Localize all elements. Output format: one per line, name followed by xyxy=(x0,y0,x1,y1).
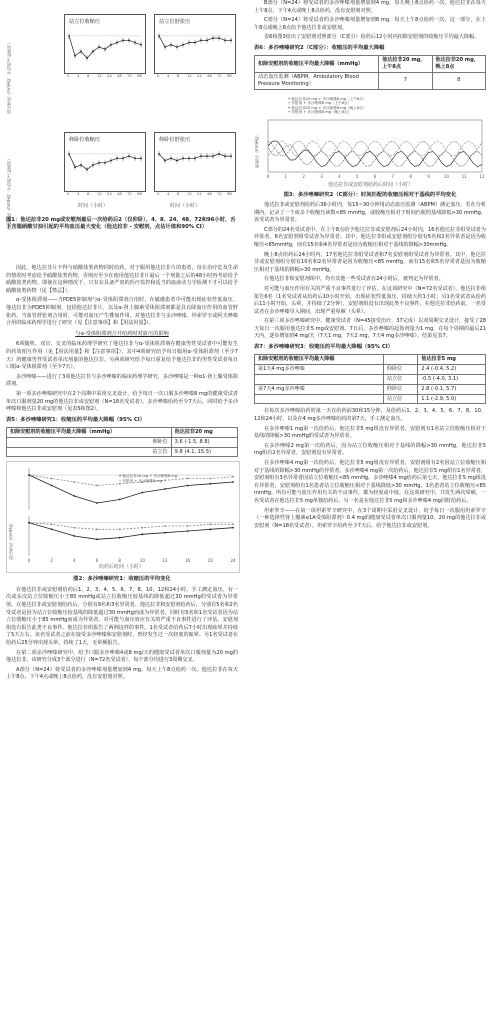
data-point xyxy=(122,157,124,159)
data-point xyxy=(232,527,234,529)
fig1-y-label-top: 血压变化（mmHg，平均值±标准误） xyxy=(6,40,11,114)
data-point xyxy=(140,44,142,46)
data-point xyxy=(68,153,70,155)
data-point xyxy=(122,39,124,41)
legend-item: ┅ 安慰剂 + 多沙唑嗪8 mg（上午8点） xyxy=(288,101,352,106)
x-tick-label: 48 xyxy=(117,191,122,196)
x-tick-label: 0 xyxy=(157,73,160,78)
data-point xyxy=(98,162,100,164)
data-point xyxy=(141,527,143,529)
paragraph: 在多沙唑嗪2 mg第一次给药后，因为站立位收缩压相对于基线的降幅>30 mmHg，他达拉非5 mg组有2名异常者，安慰剂没有异常者。 xyxy=(254,442,486,457)
data-point xyxy=(158,35,160,37)
table-cell: 9.8 (4.1, 15.5) xyxy=(171,447,237,457)
table-7 xyxy=(254,354,486,404)
x-tick-label: 96 xyxy=(137,73,142,78)
left-column xyxy=(6,0,238,684)
x-tick-label: 12 xyxy=(479,173,485,179)
x-tick-label: 24 xyxy=(197,73,202,78)
data-point xyxy=(187,526,189,528)
table-cell: 1.1 (-2.9, 5.0) xyxy=(418,394,486,404)
fig2-caption: 图2：多沙唑嗪研究1：收缩压的平均变化 xyxy=(73,576,171,583)
x-tick-label: 72 xyxy=(217,191,222,196)
data-point xyxy=(128,155,130,157)
paragraph: 6项随机、双盲、交叉的临床药理学研究了他达拉非与α-受体阻滞剂在健康男性受试者中可能发生的药效相互作用（见【用法用量】和【注意事项】）。其中4项研究给予每日服用α-受体阻滞剂（至少7天）的健康男性受试者单次剂量的他达拉非。另两项研究给予每日重复给予他达拉非的男性受试者每日口服α-受体阻滞剂（至少7天）。 xyxy=(6,341,238,371)
legend-item: ┅ 安慰剂 + 多沙唑嗪8 mg xyxy=(119,479,162,484)
x-tick-label: 20 xyxy=(207,558,213,564)
data-point xyxy=(73,496,75,498)
paragraph: 他达拉非或安慰剂给药后36小时内，每15~30分钟用动态血压监测（ABPM）测定血压。若在分析期内，记录了一个或多个收缩压读数<85 mmHg，或收缩压相对于时间匹配的基线降低>30 mmHg，该受试者为异常者。 xyxy=(254,201,486,224)
table-cell: 2.4 (-0.4, 5.2) xyxy=(418,365,486,375)
data-point xyxy=(206,155,208,157)
x-tick-label: 8 xyxy=(118,558,121,564)
data-point xyxy=(230,155,232,157)
table-cell: 8 xyxy=(432,72,485,89)
table-cell xyxy=(255,375,384,385)
fig3-caption: 图3：多沙唑嗪研究2（C部分）：时间匹配的收缩压相对于基线的平均变化 xyxy=(283,191,457,198)
x-tick-label: 6 xyxy=(95,558,99,564)
data-point xyxy=(187,531,189,533)
x-tick-label: 4 xyxy=(167,191,170,196)
table-cell: 仰卧位 xyxy=(7,437,172,447)
table-row xyxy=(255,365,486,375)
fig1-panel-1 xyxy=(154,14,236,74)
data-point xyxy=(86,57,88,59)
placebo-series xyxy=(29,523,233,530)
x-tick-label: 72 xyxy=(127,73,132,78)
figure-1 xyxy=(6,0,238,265)
table6-title: 表6：多沙唑嗪研究2（C部分）：收缩压的平均最大降幅 xyxy=(254,44,385,51)
data-point xyxy=(170,44,172,46)
table-header: 扣除安慰剂的收缩压平均最大降幅（mmHg） xyxy=(7,428,172,438)
table-cell: -0.5 (-4.0, 3.1) xyxy=(418,375,486,385)
x-tick-label: 24 xyxy=(107,191,112,196)
paragraph: 坦索罗辛——在第一项坦索罗辛研究中，在3个周期中采用交叉设计，给予每日一次服用坦索罗辛（一种选择性肾上腺素α1A受体阻滞剂）0.4 mg的健康受试者单次口服剂量10、20 mg的他达拉非或安慰剂（N=18名受试者）。坦索罗辛给药至少7天后，给予他达拉非或安慰剂。 xyxy=(254,507,486,529)
x-tick-label: 72 xyxy=(217,73,222,78)
data-point xyxy=(188,42,190,44)
data-point xyxy=(224,155,226,157)
x-tick-label: 72 xyxy=(127,191,132,196)
data-point xyxy=(96,485,98,487)
table-cell: 第1天4 mg多沙唑嗪 xyxy=(255,365,384,375)
data-point xyxy=(92,51,94,53)
x-tick-label: 7 xyxy=(391,173,395,179)
fig2-legend xyxy=(119,474,177,483)
data-point xyxy=(119,499,121,501)
x-tick-label: 48 xyxy=(117,73,122,78)
figure-2 xyxy=(6,461,240,573)
x-tick-label: 24 xyxy=(197,191,202,196)
table-row xyxy=(255,384,486,394)
data-point xyxy=(92,164,94,166)
table-header: 扣除安慰剂的收缩压平均最大降幅 xyxy=(255,355,384,365)
paragraph: 在多沙唑嗪4 mg第一次给药后，他达拉非5 mg组没有异常者，安慰剂组有2名因站立位收缩压相对于基线的降幅>30 mmHg的异常者。多沙唑嗪4 mg第一次给药后，他达拉非5 mg组有1名异常者，安慰剂组有3名异常者因站立位收缩压<85 mmHg。多沙唑嗪4 mg给药后第七天，他达拉非5 mg组没有异常者，安慰剂组有1名患者站立位收缩压相对于基线降低>30 mmHg，1名患者站立位收缩压<85 mmHg。所有可能与血压作用有关的不良事件，都为轻度或中度。在这项研究中，共发生两次晕厥，一名受试者在他达拉非5 mg单独给药后，另一名是在他达拉非5 mg和多沙唑嗪4 mg同时给药后。 xyxy=(254,460,486,504)
paragraph: 第一项多沙唑嗪研究中在2个周期中采用交叉设计，给予每日一次口服多沙唑嗪8 mg的健康受试者单次口服剂量20 mg的他达拉非或安慰剂（N=18名受试者）。多沙唑嗪给药至少7天后，同时给予多沙唑嗪和他达拉非或安慰剂（见表5和图2）。 xyxy=(6,390,238,413)
data-point xyxy=(164,532,166,534)
table-cell: 仰卧位 xyxy=(383,365,417,375)
data-point xyxy=(116,42,118,44)
fig1-panel-2 xyxy=(64,132,146,192)
data-point xyxy=(110,160,112,162)
legend-item: ━ 他达拉非20 mg + 多沙唑嗪8 mg（上午8点） xyxy=(288,96,367,101)
x-tick-label: 10 xyxy=(443,173,449,179)
legend-label: 安慰剂 + 多沙唑嗪8 mg（上午8点） xyxy=(291,101,352,106)
table-row xyxy=(7,447,238,457)
table-row xyxy=(255,394,486,404)
data-point xyxy=(187,485,189,487)
data-point xyxy=(232,482,234,484)
x-tick-label: 11 xyxy=(461,173,467,179)
data-point xyxy=(164,526,166,528)
x-tick-label: 4 xyxy=(167,73,170,78)
x-tick-label: 24 xyxy=(107,73,112,78)
paragraph: C部分（N=24）将受试者的多沙唑嗪剂量增加到8 mg，每天上午8点给药一次。这一部分，在上午8点或晚上8点给予他达拉非或安慰剂。 xyxy=(254,17,486,31)
data-point xyxy=(140,157,142,159)
data-point xyxy=(218,37,220,39)
fig3-legend xyxy=(288,97,366,115)
series-line xyxy=(268,141,482,167)
paragraph: 因此，他达拉非片不得与硝酸盐类药物同时给药。对于服用他达拉非片的患者，仅在治疗危及生命的情况时考虑给予硝酸盐类药物，否则应至少在使用他达拉非片最后一个剂量之后的48小时再考虑给予硝酸盐类药物。即使在这种情况下，只有在具备严密的医疗监控和适当的血液动力学检测下才可以给予硝酸盐类药物（见【禁忌】）。 xyxy=(6,265,238,294)
x-tick-label: 6 xyxy=(373,173,377,179)
legend-item: ━ 他达拉非20 mg + 多沙唑嗪8 mg（晚上8点） xyxy=(288,105,367,110)
x-tick-label: 0 xyxy=(27,558,31,564)
x-tick-label: 0 xyxy=(157,191,160,196)
data-point xyxy=(119,537,121,539)
x-tick-label: 10 xyxy=(139,558,145,564)
panel-label: 站立位收缩压 xyxy=(69,19,101,25)
table5-title: 表5：多沙唑嗪研究1：收缩压的平均最大降幅（95% CI） xyxy=(6,416,145,423)
legend-label: 他达拉非20 mg + 多沙唑嗪8 mg（上午8点） xyxy=(291,96,367,101)
paragraph: A部分（N=24）将受试者的多沙唑嗪剂量增加到4 mg，每天上午8点给药一次。他达拉非在每天上午8点、下午4点或晚上8点给药，没有安慰剂对照。 xyxy=(6,666,238,681)
data-point xyxy=(176,46,178,48)
x-tick-label: 5 xyxy=(355,173,359,179)
fig1-x-label-left: 时间（小时） xyxy=(78,203,109,209)
x-tick-label: 1 xyxy=(284,173,288,179)
panel-label: 仰卧位收缩压 xyxy=(69,137,101,143)
paragraph: 在第三项多沙唑嗪研究中，健康受试者（N=45接受治疗，37完成）以双周期交叉设计，接受了28天每日一次服用他达拉非5 mg或安慰剂。7日后，多沙唑嗪的起始剂量为1 mg，在每个周期的最后21天内，逐步增加到4 mg/天（7天1 mg，7天2 mg，7天4 mg多沙唑嗪）。结果见表7。 xyxy=(254,318,486,340)
legend-label: 他达拉非20 mg + 多沙唑嗪8 mg（晚上8点） xyxy=(291,105,367,110)
x-tick-label: 9 xyxy=(427,173,430,179)
data-point xyxy=(232,524,234,526)
data-point xyxy=(206,39,208,41)
x-tick-label: 3 xyxy=(320,173,323,179)
data-point xyxy=(187,478,189,480)
data-point xyxy=(80,164,82,166)
table-cell: 站立位 xyxy=(7,447,172,457)
x-tick-label: 4 xyxy=(73,558,76,564)
x-tick-label: 2 xyxy=(50,558,53,564)
fig3-y-label: 收缩压（mmHg） xyxy=(254,132,259,168)
x-tick-label: 48 xyxy=(207,73,212,78)
x-tick-label: 12 xyxy=(97,191,102,196)
x-tick-label: 0 xyxy=(266,173,270,179)
data-point xyxy=(209,524,211,526)
legend-label: 安慰剂 + 多沙唑嗪8 mg（晚上8点） xyxy=(291,110,352,115)
fig1-y-label-bottom: 血压变化（mmHg，平均值±标准误） xyxy=(6,156,11,230)
data-point xyxy=(209,529,211,531)
table-cell: 站立位 xyxy=(383,394,417,404)
x-tick-label: 12 xyxy=(162,558,168,564)
data-point xyxy=(134,157,136,159)
data-point xyxy=(86,169,88,171)
fig1-x-label-right: 时间（小时） xyxy=(170,203,201,209)
table-header: 他达拉非20 mg xyxy=(171,428,237,438)
data-point xyxy=(96,529,98,531)
data-point xyxy=(158,153,160,155)
data-point xyxy=(116,157,118,159)
data-point xyxy=(68,35,70,37)
data-point xyxy=(200,39,202,41)
table-cell: 动态血压监测（ABPM，Ambulatory Blood Pressure Monitoring） xyxy=(255,72,379,89)
data-point xyxy=(209,478,211,480)
x-tick-label: 8 xyxy=(87,191,90,196)
data-point xyxy=(194,42,196,44)
fig3-x-label: 他达拉非或安慰剂给药后时间（小时） xyxy=(328,181,414,188)
table-cell: 站立位 xyxy=(383,375,417,385)
paragraph: α-受体阻滞剂——当PDE5抑制剂与α-受体阻滞剂合用时，在敏感患者中可能出现症状性低血压。他达拉非为PDE5抑制剂，包括他达拉非片，以及α-肾上腺素受体阻滞剂都是具有降血压作用的血管舒张药。当血管舒张剂合用时，可能对血压产生叠加作用。对他达拉非与多沙唑嗪、坦索罗辛或阿夫唑嗪合用的临床药理学进行了研究（见【注意事项】和【用法用量】）。 xyxy=(6,297,238,327)
x-tick-label: 4 xyxy=(338,173,341,179)
paragraph: 在多沙唑嗪1 mg第一次给药后，他达拉非5 mg组没有异常者，安慰剂有1名站立位收缩压相对于基线的降幅>30 mmHg的受试者为异常者。 xyxy=(254,425,486,440)
data-point xyxy=(141,534,143,536)
paragraph: 晚上8点给药后24小时内，17名他达拉非组受试者和7名安慰剂组受试者为异常者。其中，他达拉非或安慰剂组分别有10名和2名异常者是因为收缩压<85 mmHg，而有15名和5名异常者是因为收缩压相对于基线的降幅>30 mmHg。 xyxy=(254,251,486,273)
fig1-caption: 图1：他达拉非20 mg或安慰剂最后一次给药后2（仅仰卧）、4、8、24、48、72和96小时，舌下含服硝酸甘油引起的平均血压最大变化（他达拉非 - 安慰剂，点估计值和90% CI） xyxy=(6,217,236,231)
data-point xyxy=(28,522,30,524)
data-point xyxy=(73,536,75,538)
paragraph: 在他达拉非和安慰剂组中，均有其他一些受试者在24小时后，被判定为异常者。 xyxy=(264,276,444,283)
x-tick-label: 8 xyxy=(177,73,180,78)
x-tick-label: 12 xyxy=(97,73,102,78)
data-point xyxy=(104,162,106,164)
legend-label: 安慰剂 + 多沙唑嗪8 mg xyxy=(122,479,162,484)
data-point xyxy=(188,157,190,159)
data-point xyxy=(218,153,220,155)
data-point xyxy=(51,529,53,531)
x-tick-label: 8 xyxy=(409,173,412,179)
x-tick-label: 96 xyxy=(227,191,232,196)
paragraph: 在他达拉非或安慰剂给药后1、2、3、4、5、6、7、8、10、12和24小时，手工测定血压。有一次或多次站立位收缩压小于85 mmHg或站立位收缩压较基线的降低超过30 mmHg的受试者为异常值。在他达拉非或安慰剂给药后，分别有9名和3名异常者。他达拉非和安慰剂给药后，分别有5名和2名受试者是因为站立位收缩压较基线的降低超过30 mmHg而成为异常者，同时有5名和1名受试者因为站立位收缩压小于85 mmHg而成为异常者。对可能与血压效应有关的严重不良事件进行了评估。安慰剂组没有报告此类不良事件。他达拉非组报告了两例这样的事件。1名受试者给药后7小时出现眩晕并持续了5天左右。该名受试者之前在接受多沙唑嗪和安慰剂时，曾经发生过一次轻度的眩晕。另1名受试者在给药后25分钟出现头晕，持续了1天，无晕厥报告。 xyxy=(6,586,238,647)
panel-label: 仰卧位舒张压 xyxy=(159,137,191,143)
table-header: 他达拉非5 mg xyxy=(418,355,486,365)
data-point xyxy=(119,529,121,531)
x-tick-label: 16 xyxy=(185,558,191,564)
data-point xyxy=(182,157,184,159)
paragraph: 在第二项多沙唑嗪研究中，给予口服多沙唑嗪4或8 mg/天的健康受试者单次口服剂量为20 mg的他达拉非，该研究分成3个部分进行（N=72名受试者），每个部分均进行3周期交叉。 xyxy=(6,649,238,664)
data-point xyxy=(110,44,112,46)
data-point xyxy=(51,478,53,480)
data-point xyxy=(74,166,76,168)
data-point xyxy=(200,155,202,157)
x-tick-label: 0 xyxy=(67,191,70,196)
data-point xyxy=(73,482,75,484)
panel-label: 站立位舒张压 xyxy=(159,19,191,25)
data-point xyxy=(164,489,166,491)
table-row xyxy=(255,375,486,385)
legend-label: 他达拉非20 mg + 多沙唑嗪8 mg xyxy=(122,474,178,479)
legend-item: ┅ 安慰剂 + 多沙唑嗪8 mg（晚上8点） xyxy=(288,110,352,115)
data-point xyxy=(96,503,98,505)
data-point xyxy=(232,476,234,478)
series-line xyxy=(268,140,482,155)
data-point xyxy=(194,157,196,159)
data-point xyxy=(141,492,143,494)
data-point xyxy=(28,475,30,477)
tadalafil-series xyxy=(29,523,233,540)
paragraph: 多沙唑嗪——进行了3项他达拉非与多沙唑嗪的临床药理学研究，多沙唑嗪是一种α1-肾上腺受体阻滞剂。 xyxy=(6,373,238,388)
data-point xyxy=(164,160,166,162)
subheading: 与α-受体阻滞剂合并给药时对血压的影响 xyxy=(75,330,169,337)
data-point xyxy=(51,485,53,487)
legend-item: ━ 他达拉非20 mg + 多沙唑嗪8 mg xyxy=(119,474,178,479)
x-tick-label: 8 xyxy=(177,191,180,196)
x-tick-label: 96 xyxy=(137,191,142,196)
fig1-panel-0 xyxy=(64,14,146,74)
x-tick-label: 4 xyxy=(77,73,80,78)
data-point xyxy=(98,46,100,48)
fig1-panel-3 xyxy=(154,132,236,192)
x-tick-label: 48 xyxy=(207,191,212,196)
paragraph: C部分的24名受试者中，在上午8点给予他达拉非或安慰剂后24小时内，16名他达拉非组受试者为异常者，6名安慰剂组受试者为异常者。其中，他达拉非组或安慰剂组分别有5名和2名异常者是因为收缩压<85mmHg，而有15名和4名异常者是因为收缩压相对于基线的降幅>30mmHg。 xyxy=(254,226,486,248)
data-point xyxy=(182,44,184,46)
fig2-x-label: 给药后时间（小时） xyxy=(99,564,145,571)
table-cell: 2.8 (-0.1, 5.7) xyxy=(418,384,486,394)
paragraph: 表6和图3给出了安慰剂对照部分（C部分）给药后12小时内扣除安慰剂的收缩压平均最大降幅。 xyxy=(264,34,480,41)
data-point xyxy=(134,42,136,44)
figure-3 xyxy=(254,94,486,189)
data-point xyxy=(51,524,53,526)
table-cell: 7 xyxy=(379,72,432,89)
table-header: 他达拉非20 mg，晚上8点 xyxy=(432,56,485,73)
data-point xyxy=(164,46,166,48)
series-line xyxy=(268,144,482,166)
table-cell: 第7天4 mg多沙唑嗪 xyxy=(255,384,384,394)
data-point xyxy=(224,39,226,41)
table-cell: 仰卧位 xyxy=(383,384,417,394)
data-point xyxy=(170,157,172,159)
table-6 xyxy=(254,55,486,89)
data-point xyxy=(212,155,214,157)
table-row xyxy=(7,437,238,447)
table-header xyxy=(383,355,417,365)
data-point xyxy=(128,39,130,41)
x-tick-label: 96 xyxy=(227,73,232,78)
x-tick-label: 0 xyxy=(67,73,70,78)
data-point xyxy=(176,160,178,162)
data-point xyxy=(230,39,232,41)
table-header: 扣除安慰剂的收缩压平均最大降幅（mmHg） xyxy=(255,56,379,73)
paragraph: 对可能与血压作用有关的严重不良事件进行了评估。在这项研究中（N=72名受试者），他达拉非组报告6名（1名受试者从给药后10小时开始，出现症状性低血压，持续大约1小时；另1名受试者从给药后11小时开始，头晕，并持续了2分钟），安慰剂组没有出现此类不良事件。在他达拉非给药前，一名受试者在多沙唑嗪导入期间，出现严重晕厥（头晕）。 xyxy=(254,285,486,315)
data-point xyxy=(80,51,82,53)
paragraph: B部分（N=24）将受试者的多沙唑嗪剂量增加到4 mg，每天晚上8点给药一次。他达拉非在每天上午8点、下午4点或晚上8点给药，没有安慰剂对照。 xyxy=(254,0,486,14)
data-point xyxy=(209,483,211,485)
data-point xyxy=(212,37,214,39)
data-point xyxy=(73,527,75,529)
x-tick-label: 12 xyxy=(187,73,192,78)
data-point xyxy=(74,55,76,57)
data-point xyxy=(104,48,106,50)
table-cell: 3.6 (-1.5, 8.8) xyxy=(171,437,237,447)
paragraph: 在每次多沙唑嗪给药的第一天在给药前30和15分钟，及给药后1、2、3、4、5、6、7、8、10、12和24小时，以及在4 mg多沙唑嗪给药的第7天，手工测定血压。 xyxy=(254,408,486,423)
table-header: 他达拉非20 mg，上午8点 xyxy=(379,56,432,73)
x-tick-label: 12 xyxy=(187,191,192,196)
data-point xyxy=(96,539,98,541)
x-tick-label: 4 xyxy=(77,191,80,196)
table-row xyxy=(255,72,486,89)
table-cell xyxy=(255,394,384,404)
right-column xyxy=(254,0,486,532)
x-tick-label: 24 xyxy=(230,558,236,564)
table7-title: 表7：多沙唑嗪研究3：收缩压的平均最大降幅（95% CI） xyxy=(254,344,393,351)
x-tick-label: 2 xyxy=(302,173,305,179)
plot-frame xyxy=(268,120,482,172)
fig2-y-label: 血压变化（mmHg） xyxy=(8,521,13,561)
x-tick-label: 8 xyxy=(87,73,90,78)
table-5 xyxy=(6,427,238,457)
